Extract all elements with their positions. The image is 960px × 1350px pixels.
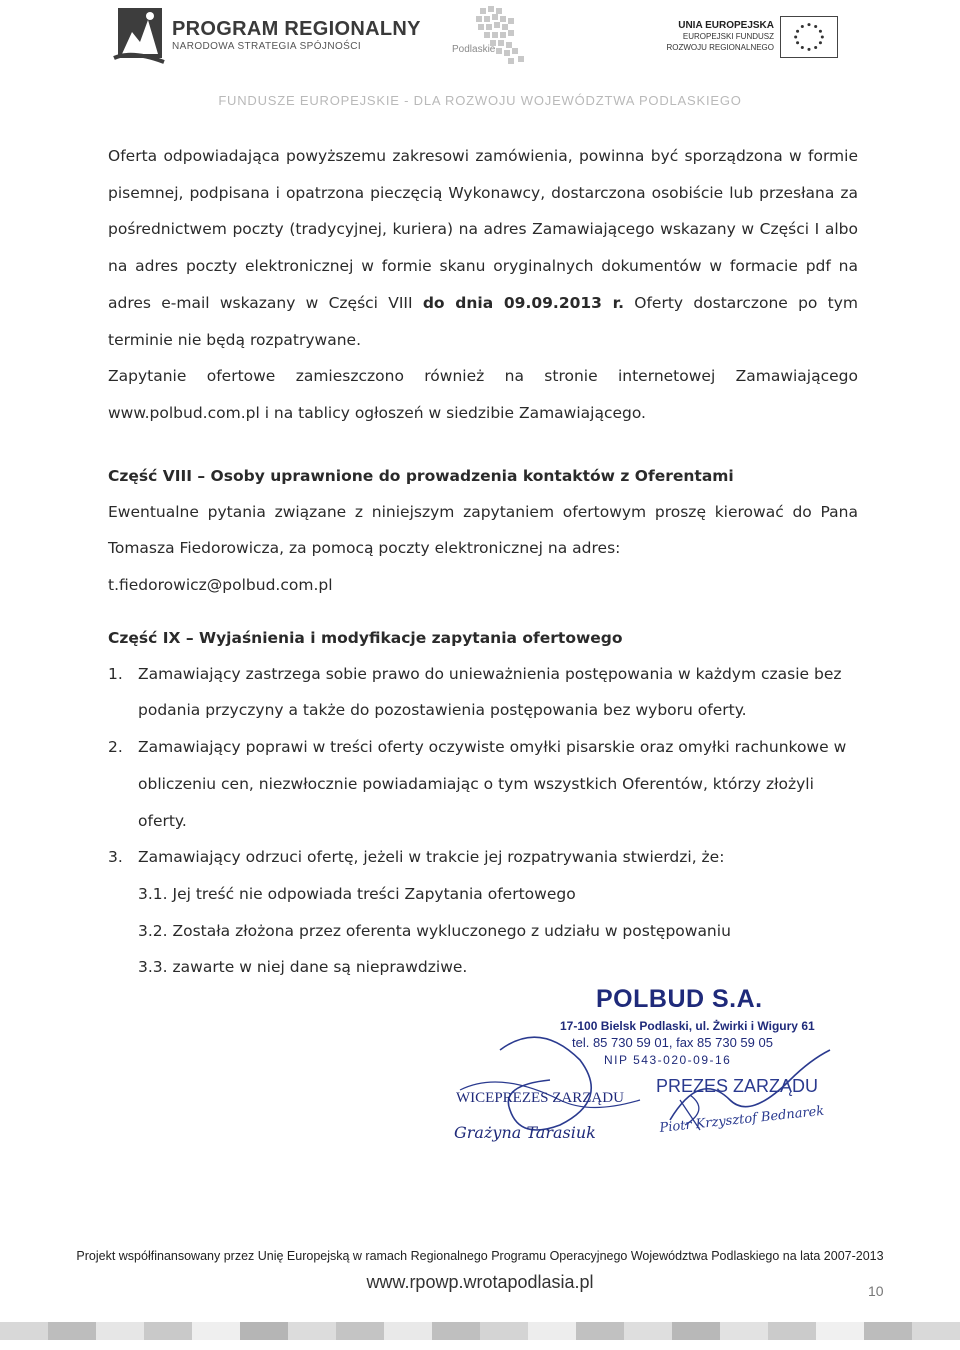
program-regionalny-logo [112, 6, 166, 66]
sub-list-item: 3.2. Została złożona przez oferenta wykluczonego z udziału w postępowaniu [138, 921, 731, 940]
list-item-text: Zamawiający odrzuci ofertę, jeżeli w trakcie jej rozpatrywania stwierdzi, że: [138, 848, 725, 867]
offer-submission-paragraph [108, 138, 858, 358]
deadline-date: do dnia 09.09.2013 r. [422, 293, 624, 312]
vice-president-signature-stamp [440, 1030, 660, 1170]
sub-list-item: 3.3. zawarte w niej dane są nieprawdziwe. [138, 958, 468, 977]
podlaskie-region-logo [448, 4, 558, 70]
eu-flag-icon [780, 16, 838, 58]
program-website-url: www.rpowp.wrotapodlasia.pl [366, 1272, 594, 1292]
president-signature-stamp [640, 1040, 840, 1150]
document-body [108, 138, 858, 986]
section-8-heading: Część VIII – Osoby uprawnione do prowadzenia kontaktów z Oferentami [108, 466, 734, 485]
podlaskie-label: Podlaskie [452, 44, 496, 55]
page-number: 10 [868, 1283, 884, 1299]
president-name: Piotr Krzysztof Bednarek [658, 1103, 825, 1136]
offer-submission-text: Oferta odpowiadająca powyższemu zakresowi zamówienia, powinna być sporządzona w formie pisemnej, podpisana i opatrzona pieczęcią Wykonawcy, dostarczona osobiście lub przesłana za pośrednictwem poczty (tradycyjnej, kuriera) na adres Zamawiającego wskazany w Części I albo na adres poczty elektronicznej w formie skanu oryginalnych dokumentów w formacie pdf na adres e-mail wskazany w Części VIII [108, 147, 858, 312]
eu-regional-line: ROZWOJU REGIONALNEGO [666, 43, 774, 52]
european-funds-line: FUNDUSZE EUROPEJSKIE - DLA ROZWOJU WOJEWÓDZTWA PODLASKIEGO [218, 93, 742, 108]
section-9-heading: Część IX – Wyjaśnienia i modyfikacje zapytania ofertowego [108, 628, 623, 647]
program-subtitle: NARODOWA STRATEGIA SPÓJNOŚCI [172, 41, 362, 52]
program-title: PROGRAM REGIONALNY [172, 18, 421, 40]
stamp-company-name: POLBUD S.A. [596, 985, 763, 1013]
contact-email: t.fiedorowicz@polbud.com.pl [108, 576, 333, 595]
eu-title: UNIA EUROPEJSKA [678, 20, 774, 31]
cofinancing-note: Projekt współfinansowany przez Unię Europejską w ramach Regionalnego Programu Operacyjnego Województwa Podlaskiego na lata 2007-2013 [76, 1249, 884, 1263]
list-item [108, 839, 858, 876]
list-item [108, 656, 858, 729]
list-item-number: 2. [108, 738, 123, 757]
eu-text-block [666, 20, 774, 53]
sub-list-item: 3.1. Jej treść nie odpowiada treści Zapytania ofertowego [138, 884, 576, 903]
vice-president-title: WICEPREZES ZARZĄDU [456, 1090, 624, 1106]
stamp-address: 17-100 Bielsk Podlaski, ul. Żwirki i Wigury 61 [560, 1019, 815, 1033]
list-item-number: 1. [108, 664, 123, 683]
stamp-nip: NIP 543-020-09-16 [604, 1053, 732, 1067]
late-offers-text: Oferty dostarczone po tym terminie nie będą rozpatrywane. [108, 293, 858, 349]
president-title: PREZES ZARZĄDU [656, 1076, 819, 1096]
list-item-text: Zamawiający zastrzega sobie prawo do unieważnienia postępowania w każdym czasie bez podania przyczyny a także do pozostawienia postępowania bez wyboru oferty. [138, 664, 842, 720]
document-header [0, 0, 960, 115]
list-item-text: Zamawiający poprawi w treści oferty oczywiste omyłki pisarskie oraz omyłki rachunkowe w obliczeniu cen, niezwłocznie powiadamiając o tym wszystkich Oferentów, którzy złożyli oferty. [138, 738, 847, 830]
section-8-text: Ewentualne pytania związane z niniejszym zapytaniem ofertowym proszę kierować do Pana Tomasza Fiedorowicza, za pomocą poczty elektronicznej na adres: [108, 502, 858, 558]
decorative-bottom-strip [0, 1322, 960, 1340]
stamp-phone: tel. 85 730 59 01, fax 85 730 59 05 [572, 1035, 773, 1050]
publication-paragraph: Zapytanie ofertowe zamieszczono również na stronie internetowej Zamawiającego www.polbud.com.pl i na tablicy ogłoszeń w siedzibie Zamawiającego. [108, 367, 858, 422]
list-item [108, 729, 858, 839]
eu-fund-line: EUROPEJSKI FUNDUSZ [682, 32, 774, 41]
vice-president-name: Grażyna Tarasiuk [454, 1123, 596, 1142]
list-item-number: 3. [108, 848, 123, 867]
